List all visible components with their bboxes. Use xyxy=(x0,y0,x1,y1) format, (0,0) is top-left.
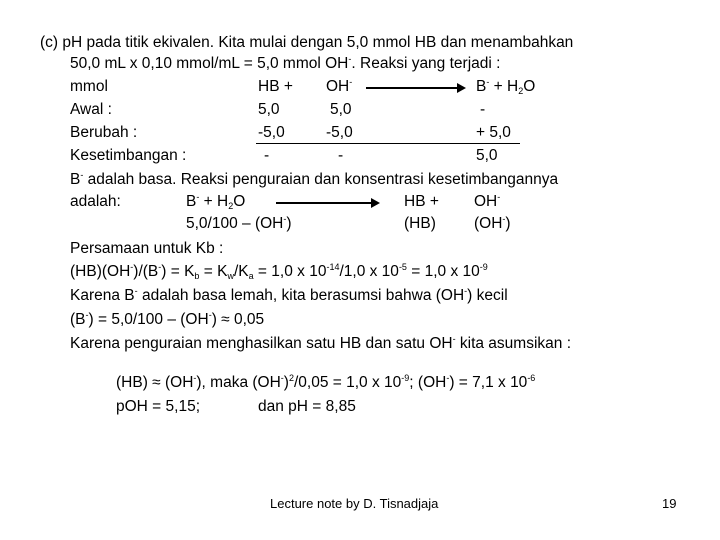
kb-sup2: - xyxy=(158,262,162,272)
result-ph: dan pH = 8,85 xyxy=(258,398,356,415)
table-divider xyxy=(256,143,520,144)
assume-2-sup1: - xyxy=(85,310,89,320)
conc-oh-sup: - xyxy=(502,214,506,224)
result-1-sup3: 2 xyxy=(288,373,294,383)
intro-line-1: (c) pH pada titik ekivalen. Kita mulai dengan 5,0 mmol HB dan menambahkan xyxy=(40,34,574,51)
intro-line-2 xyxy=(70,55,500,73)
para2-b-sup: - xyxy=(80,170,84,180)
assume-line-1 xyxy=(70,287,508,305)
assume-1c: ) kecil xyxy=(467,287,508,304)
kb-g: /1,0 x 10 xyxy=(339,263,399,280)
para2-line-1 xyxy=(70,171,558,189)
row-header-b-sup: - xyxy=(486,77,490,87)
assume-2a: (B xyxy=(70,311,86,328)
assume-1-sup1: - xyxy=(134,286,138,296)
assume-1-sup2: - xyxy=(464,286,468,296)
eq2-right-oh xyxy=(474,193,500,211)
assume-3-sup: - xyxy=(452,334,456,344)
conc-left xyxy=(186,215,292,233)
conc-hb: (HB) xyxy=(404,215,436,232)
assume-2-sup2: - xyxy=(208,310,212,320)
result-1-sup4: -9 xyxy=(401,373,410,383)
kb-h: = 1,0 x 10 xyxy=(406,263,480,280)
reaction-arrow-2 xyxy=(276,202,378,204)
kb-d: = K xyxy=(199,263,228,280)
result-line-1 xyxy=(116,374,535,392)
result-1b: ), maka (OH xyxy=(196,374,281,391)
assume-line-2 xyxy=(70,311,264,329)
kb-sup4: -5 xyxy=(398,262,407,272)
kb-c: ) = K xyxy=(161,263,195,280)
kb-b: )/(B xyxy=(133,263,159,280)
kb-e: /K xyxy=(233,263,249,280)
result-1e: ; (OH xyxy=(409,374,447,391)
row-kesetimbangan-hb: - xyxy=(264,147,270,164)
intro-line-2-text-end: . Reaksi yang terjadi : xyxy=(351,55,501,72)
para2-label: adalah: xyxy=(70,193,121,210)
eq2-left-sub: 2 xyxy=(228,201,234,211)
result-1c: ) xyxy=(283,374,289,391)
row-berubah-hb: -5,0 xyxy=(258,124,285,141)
result-1-sup1: - xyxy=(193,373,197,383)
intro-line-2-text: 50,0 mL x 0,10 mmol/mL = 5,0 mmol OH xyxy=(70,55,349,72)
result-1f: ) = 7,1 x 10 xyxy=(449,374,528,391)
intro-line-2-sup: - xyxy=(348,54,352,64)
eq2-left-b-sup: - xyxy=(196,192,200,202)
row-header-b: B xyxy=(476,78,487,95)
conc-oh xyxy=(474,215,511,233)
row-header-label: mmol xyxy=(70,78,108,95)
assume-line-3 xyxy=(70,335,571,353)
row-kesetimbangan-label: Kesetimbangan : xyxy=(70,147,187,164)
conc-left-text: 5,0/100 – (OH xyxy=(186,215,284,232)
row-awal-label: Awal : xyxy=(70,101,112,118)
eq2-right-oh-sup: - xyxy=(497,192,501,202)
kb-sub2: w xyxy=(227,271,234,281)
kb-sub3: a xyxy=(248,271,254,281)
row-kesetimbangan-oh: - xyxy=(338,147,344,164)
row-header-hb: HB + xyxy=(258,78,293,95)
conc-oh-end: ) xyxy=(505,215,511,232)
conc-left-sup: - xyxy=(283,214,287,224)
row-header-h2o-sub: 2 xyxy=(518,86,524,96)
result-1d: /0,05 = 1,0 x 10 xyxy=(293,374,402,391)
result-1-sup6: -6 xyxy=(527,373,536,383)
assume-1b: adalah basa lemah, kita berasumsi bahwa (OH xyxy=(137,287,465,304)
kb-sup1: - xyxy=(130,262,134,272)
eq2-left-h: + H xyxy=(199,193,229,210)
kb-sub1: b xyxy=(194,271,200,281)
eq2-right-hb: HB + xyxy=(404,193,439,210)
kb-f: = 1,0 x 10 xyxy=(253,263,327,280)
result-1-sup2: - xyxy=(280,373,284,383)
row-header-oh-text: OH xyxy=(326,78,350,95)
conc-oh-text: (OH xyxy=(474,215,503,232)
row-awal-hb: 5,0 xyxy=(258,101,280,118)
assume-3b: kita asumsikan : xyxy=(455,335,572,352)
kb-a: (HB)(OH xyxy=(70,263,131,280)
para2-b: B xyxy=(70,171,81,188)
reaction-arrow-1 xyxy=(366,87,464,89)
assume-2c: ) ≈ 0,05 xyxy=(211,311,265,328)
row-berubah-oh: -5,0 xyxy=(326,124,353,141)
row-header-oh xyxy=(326,78,352,96)
row-header-products xyxy=(476,78,535,96)
eq2-left-b: B xyxy=(186,193,197,210)
row-awal-oh: 5,0 xyxy=(330,101,352,118)
para2-line-1-text: adalah basa. Reaksi penguraian dan konsentrasi kesetimbangannya xyxy=(83,171,559,188)
assume-3a: Karena penguraian menghasilkan satu HB dan satu OH xyxy=(70,335,453,352)
eq2-right-oh-text: OH xyxy=(474,193,498,210)
row-header-oh-sup: - xyxy=(349,77,353,87)
row-header-h2o-a: + H xyxy=(489,78,519,95)
row-berubah-b: + 5,0 xyxy=(476,124,511,141)
conc-left-end: ) xyxy=(286,215,292,232)
eq2-left xyxy=(186,193,245,211)
row-awal-b: - xyxy=(480,101,486,118)
kb-sup3: -14 xyxy=(326,262,340,272)
assume-1a: Karena B xyxy=(70,287,135,304)
assume-2b: ) = 5,0/100 – (OH xyxy=(88,311,209,328)
result-poh: pOH = 5,15; xyxy=(116,398,201,415)
row-kesetimbangan-b: 5,0 xyxy=(476,147,498,164)
row-header-h2o-b: O xyxy=(523,78,536,95)
page-number: 19 xyxy=(662,496,677,511)
result-1a: (HB) ≈ (OH xyxy=(116,374,194,391)
row-berubah-label: Berubah : xyxy=(70,124,138,141)
kb-sup5: -9 xyxy=(479,262,488,272)
kb-heading: Persamaan untuk Kb : xyxy=(70,240,224,257)
kb-equation xyxy=(70,263,488,281)
footer-credit: Lecture note by D. Tisnadjaja xyxy=(270,496,439,511)
eq2-left-o: O xyxy=(233,193,246,210)
result-1-sup5: - xyxy=(446,373,450,383)
